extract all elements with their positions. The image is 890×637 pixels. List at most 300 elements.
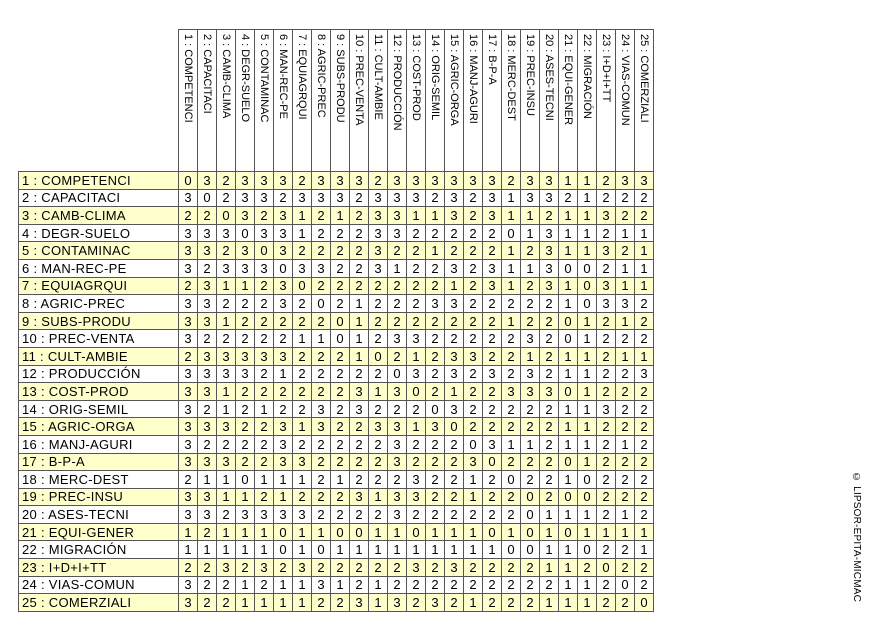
matrix-cell: 1	[179, 541, 198, 559]
column-header	[559, 30, 578, 172]
matrix-cell: 2	[464, 189, 483, 207]
matrix-cell: 3	[388, 330, 407, 348]
matrix-cell: 2	[597, 471, 616, 489]
matrix-cell: 1	[293, 523, 312, 541]
matrix-cell: 0	[331, 312, 350, 330]
matrix-cell: 3	[255, 559, 274, 577]
matrix-cell: 2	[502, 506, 521, 524]
matrix-cell: 2	[521, 400, 540, 418]
matrix-cell: 2	[445, 488, 464, 506]
matrix-cell: 0	[578, 541, 597, 559]
matrix-cell: 2	[464, 224, 483, 242]
matrix-cell: 3	[255, 172, 274, 190]
column-header	[407, 30, 426, 172]
matrix-cell: 1	[540, 523, 559, 541]
influence-matrix	[18, 29, 654, 612]
matrix-cell: 2	[540, 453, 559, 471]
matrix-cell: 0	[331, 523, 350, 541]
matrix-cell: 3	[274, 172, 293, 190]
matrix-cell: 2	[597, 541, 616, 559]
matrix-cell: 2	[236, 383, 255, 401]
matrix-cell: 2	[445, 224, 464, 242]
matrix-cell: 3	[635, 172, 654, 190]
matrix-cell: 2	[369, 312, 388, 330]
matrix-cell: 2	[445, 594, 464, 612]
matrix-cell: 2	[350, 453, 369, 471]
matrix-cell: 1	[578, 330, 597, 348]
matrix-cell: 2	[464, 506, 483, 524]
matrix-row	[19, 365, 654, 383]
matrix-cell: 0	[369, 347, 388, 365]
matrix-cell: 1	[217, 400, 236, 418]
matrix-cell: 1	[426, 523, 445, 541]
column-header	[426, 30, 445, 172]
matrix-cell: 1	[578, 594, 597, 612]
matrix-cell: 1	[464, 488, 483, 506]
matrix-cell: 1	[426, 207, 445, 225]
matrix-cell: 2	[274, 312, 293, 330]
matrix-cell: 3	[350, 383, 369, 401]
matrix-cell: 3	[236, 172, 255, 190]
matrix-cell: 2	[540, 418, 559, 436]
matrix-cell: 3	[198, 277, 217, 295]
matrix-row	[19, 189, 654, 207]
matrix-cell: 2	[426, 453, 445, 471]
matrix-cell: 2	[426, 435, 445, 453]
matrix-cell: 2	[407, 435, 426, 453]
matrix-cell: 1	[369, 594, 388, 612]
matrix-cell: 3	[445, 207, 464, 225]
matrix-cell: 3	[540, 172, 559, 190]
matrix-cell: 1	[540, 506, 559, 524]
matrix-cell: 2	[274, 330, 293, 348]
matrix-cell: 2	[407, 224, 426, 242]
column-header-label: 7 : EQUIAGRQUI	[296, 34, 308, 120]
matrix-cell: 2	[635, 330, 654, 348]
matrix-cell: 3	[331, 189, 350, 207]
matrix-cell: 2	[483, 418, 502, 436]
matrix-cell: 0	[483, 453, 502, 471]
matrix-cell: 1	[578, 189, 597, 207]
matrix-cell: 1	[236, 523, 255, 541]
matrix-cell: 1	[445, 523, 464, 541]
matrix-cell: 2	[464, 259, 483, 277]
matrix-cell: 3	[369, 207, 388, 225]
matrix-cell: 1	[540, 559, 559, 577]
matrix-cell: 2	[597, 506, 616, 524]
matrix-cell: 2	[255, 576, 274, 594]
matrix-cell: 0	[616, 576, 635, 594]
matrix-cell: 1	[578, 347, 597, 365]
matrix-cell: 3	[540, 277, 559, 295]
matrix-cell: 2	[426, 559, 445, 577]
matrix-cell: 3	[388, 172, 407, 190]
matrix-cell: 3	[179, 259, 198, 277]
matrix-cell: 2	[388, 242, 407, 260]
matrix-cell: 3	[179, 365, 198, 383]
column-header-label: 16 : MANJ-AGURI	[467, 34, 479, 124]
matrix-cell: 2	[635, 207, 654, 225]
matrix-cell: 2	[635, 189, 654, 207]
row-label: 17 : B-P-A	[19, 453, 179, 471]
matrix-row	[19, 594, 654, 612]
matrix-cell: 3	[236, 189, 255, 207]
column-header	[540, 30, 559, 172]
matrix-cell: 2	[312, 453, 331, 471]
matrix-cell: 2	[616, 488, 635, 506]
matrix-cell: 2	[407, 312, 426, 330]
matrix-cell: 1	[274, 365, 293, 383]
matrix-cell: 3	[597, 295, 616, 313]
matrix-cell: 3	[445, 365, 464, 383]
matrix-cell: 1	[502, 242, 521, 260]
matrix-cell: 2	[350, 207, 369, 225]
matrix-cell: 3	[445, 400, 464, 418]
matrix-cell: 3	[369, 418, 388, 436]
matrix-cell: 2	[502, 365, 521, 383]
matrix-cell: 2	[464, 576, 483, 594]
matrix-cell: 3	[426, 172, 445, 190]
matrix-cell: 3	[388, 189, 407, 207]
matrix-cell: 1	[578, 224, 597, 242]
matrix-cell: 1	[502, 523, 521, 541]
matrix-cell: 1	[502, 277, 521, 295]
matrix-cell: 0	[274, 541, 293, 559]
matrix-cell: 3	[331, 172, 350, 190]
row-label: 5 : CONTAMINAC	[19, 242, 179, 260]
column-header	[217, 30, 236, 172]
matrix-cell: 2	[350, 559, 369, 577]
matrix-cell: 2	[293, 365, 312, 383]
matrix-cell: 0	[236, 471, 255, 489]
matrix-cell: 2	[255, 330, 274, 348]
matrix-cell: 2	[198, 207, 217, 225]
matrix-cell: 0	[559, 330, 578, 348]
matrix-cell: 2	[597, 418, 616, 436]
matrix-cell: 2	[312, 594, 331, 612]
matrix-cell: 1	[578, 242, 597, 260]
matrix-cell: 1	[350, 541, 369, 559]
matrix-cell: 2	[426, 224, 445, 242]
matrix-cell: 3	[255, 506, 274, 524]
matrix-cell: 3	[464, 453, 483, 471]
matrix-cell: 3	[407, 488, 426, 506]
matrix-cell: 0	[559, 383, 578, 401]
matrix-cell: 1	[616, 224, 635, 242]
matrix-cell: 3	[179, 400, 198, 418]
matrix-cell: 2	[540, 435, 559, 453]
matrix-cell: 1	[293, 594, 312, 612]
matrix-cell: 0	[559, 453, 578, 471]
matrix-cell: 3	[445, 259, 464, 277]
matrix-cell: 3	[635, 365, 654, 383]
column-header-label: 11 : CULT-AMBIE	[372, 34, 384, 120]
matrix-cell: 1	[236, 576, 255, 594]
matrix-cell: 3	[483, 277, 502, 295]
matrix-cell: 2	[502, 488, 521, 506]
matrix-cell: 1	[445, 541, 464, 559]
matrix-cell: 3	[293, 506, 312, 524]
matrix-cell: 2	[597, 189, 616, 207]
matrix-cell: 1	[217, 541, 236, 559]
matrix-cell: 1	[559, 506, 578, 524]
matrix-cell: 1	[426, 541, 445, 559]
matrix-cell: 1	[559, 207, 578, 225]
matrix-cell: 2	[426, 471, 445, 489]
matrix-cell: 3	[426, 594, 445, 612]
matrix-cell: 1	[635, 277, 654, 295]
matrix-cell: 2	[274, 189, 293, 207]
matrix-cell: 0	[521, 523, 540, 541]
matrix-cell: 1	[255, 471, 274, 489]
matrix-cell: 1	[578, 207, 597, 225]
matrix-cell: 1	[217, 277, 236, 295]
matrix-cell: 2	[198, 576, 217, 594]
matrix-cell: 2	[312, 242, 331, 260]
matrix-cell: 3	[179, 418, 198, 436]
matrix-cell: 2	[502, 400, 521, 418]
matrix-cell: 2	[293, 383, 312, 401]
row-label: 3 : CAMB-CLIMA	[19, 207, 179, 225]
matrix-cell: 3	[179, 488, 198, 506]
column-header-label: 20 : ASES-TECNI	[543, 34, 555, 121]
matrix-cell: 2	[293, 242, 312, 260]
matrix-cell: 1	[312, 330, 331, 348]
matrix-cell: 1	[464, 523, 483, 541]
matrix-cell: 2	[312, 365, 331, 383]
matrix-cell: 0	[217, 207, 236, 225]
matrix-cell: 2	[255, 365, 274, 383]
matrix-cell: 2	[521, 576, 540, 594]
column-header-label: 15 : AGRIC-ORGA	[448, 34, 460, 126]
matrix-cell: 2	[369, 453, 388, 471]
row-label: 21 : EQUI-GENER	[19, 523, 179, 541]
matrix-cell: 2	[426, 576, 445, 594]
matrix-cell: 3	[407, 471, 426, 489]
matrix-cell: 2	[616, 400, 635, 418]
matrix-cell: 1	[616, 277, 635, 295]
matrix-cell: 2	[350, 277, 369, 295]
matrix-cell: 1	[578, 172, 597, 190]
matrix-cell: 3	[502, 383, 521, 401]
matrix-cell: 1	[540, 594, 559, 612]
matrix-cell: 3	[540, 224, 559, 242]
matrix-cell: 2	[464, 295, 483, 313]
column-header	[274, 30, 293, 172]
matrix-cell: 1	[502, 207, 521, 225]
row-label: 1 : COMPETENCI	[19, 172, 179, 190]
matrix-row	[19, 541, 654, 559]
matrix-cell: 2	[350, 471, 369, 489]
matrix-cell: 2	[331, 259, 350, 277]
matrix-cell: 3	[407, 189, 426, 207]
column-header	[350, 30, 369, 172]
column-header	[616, 30, 635, 172]
matrix-cell: 2	[464, 559, 483, 577]
matrix-cell: 3	[312, 400, 331, 418]
matrix-cell: 3	[255, 189, 274, 207]
matrix-cell: 0	[521, 488, 540, 506]
matrix-cell: 2	[483, 347, 502, 365]
column-header	[312, 30, 331, 172]
matrix-cell: 2	[445, 330, 464, 348]
matrix-cell: 2	[483, 488, 502, 506]
row-label: 4 : DEGR-SUELO	[19, 224, 179, 242]
matrix-cell: 2	[255, 277, 274, 295]
matrix-cell: 2	[293, 347, 312, 365]
matrix-cell: 2	[312, 224, 331, 242]
matrix-cell: 2	[426, 488, 445, 506]
row-label: 7 : EQUIAGRQUI	[19, 277, 179, 295]
matrix-cell: 2	[312, 277, 331, 295]
matrix-cell: 2	[597, 330, 616, 348]
matrix-cell: 1	[502, 435, 521, 453]
matrix-cell: 2	[198, 435, 217, 453]
matrix-cell: 3	[179, 576, 198, 594]
matrix-cell: 2	[407, 277, 426, 295]
matrix-cell: 1	[635, 347, 654, 365]
matrix-cell: 3	[179, 435, 198, 453]
matrix-cell: 2	[236, 418, 255, 436]
matrix-cell: 2	[540, 312, 559, 330]
matrix-cell: 3	[464, 347, 483, 365]
matrix-cell: 3	[217, 418, 236, 436]
matrix-cell: 2	[369, 365, 388, 383]
column-header-label: 5 : CONTAMINAC	[258, 34, 270, 123]
matrix-cell: 2	[483, 383, 502, 401]
matrix-cell: 2	[521, 418, 540, 436]
matrix-cell: 0	[331, 330, 350, 348]
matrix-cell: 1	[559, 224, 578, 242]
matrix-cell: 2	[369, 330, 388, 348]
matrix-cell: 3	[369, 224, 388, 242]
matrix-row	[19, 295, 654, 313]
matrix-cell: 0	[502, 471, 521, 489]
matrix-cell: 3	[312, 576, 331, 594]
matrix-cell: 2	[426, 383, 445, 401]
matrix-cell: 2	[312, 559, 331, 577]
matrix-cell: 2	[616, 418, 635, 436]
matrix-cell: 3	[217, 559, 236, 577]
matrix-cell: 2	[331, 365, 350, 383]
matrix-cell: 0	[312, 541, 331, 559]
matrix-cell: 2	[388, 347, 407, 365]
matrix-cell: 2	[236, 295, 255, 313]
matrix-cell: 3	[407, 330, 426, 348]
matrix-cell: 2	[217, 506, 236, 524]
matrix-cell: 2	[540, 207, 559, 225]
matrix-cell: 1	[293, 224, 312, 242]
matrix-cell: 2	[198, 559, 217, 577]
matrix-cell: 1	[578, 365, 597, 383]
matrix-cell: 2	[217, 242, 236, 260]
matrix-cell: 1	[369, 576, 388, 594]
column-header-label: 14 : ORIG-SEMIL	[429, 34, 441, 121]
matrix-cell: 1	[445, 277, 464, 295]
matrix-cell: 1	[616, 506, 635, 524]
column-header-row	[19, 30, 654, 172]
matrix-cell: 1	[426, 242, 445, 260]
matrix-cell: 3	[274, 506, 293, 524]
matrix-cell: 2	[483, 312, 502, 330]
matrix-cell: 2	[331, 453, 350, 471]
matrix-cell: 3	[388, 418, 407, 436]
matrix-row	[19, 400, 654, 418]
matrix-cell: 2	[464, 330, 483, 348]
matrix-cell: 2	[597, 453, 616, 471]
matrix-cell: 2	[502, 559, 521, 577]
matrix-cell: 2	[464, 418, 483, 436]
matrix-cell: 2	[198, 330, 217, 348]
column-header	[388, 30, 407, 172]
matrix-cell: 2	[464, 383, 483, 401]
matrix-cell: 1	[217, 471, 236, 489]
matrix-cell: 3	[369, 189, 388, 207]
matrix-cell: 2	[236, 330, 255, 348]
matrix-cell: 0	[198, 189, 217, 207]
column-header	[369, 30, 388, 172]
matrix-cell: 3	[236, 242, 255, 260]
matrix-cell: 0	[578, 259, 597, 277]
matrix-cell: 3	[407, 365, 426, 383]
matrix-cell: 3	[407, 559, 426, 577]
matrix-cell: 2	[483, 471, 502, 489]
matrix-cell: 1	[616, 312, 635, 330]
matrix-cell: 2	[312, 207, 331, 225]
matrix-row	[19, 435, 654, 453]
matrix-cell: 2	[464, 242, 483, 260]
matrix-cell: 0	[559, 312, 578, 330]
matrix-cell: 2	[483, 594, 502, 612]
matrix-cell: 2	[635, 383, 654, 401]
matrix-cell: 3	[217, 347, 236, 365]
column-header-label: 8 : AGRIC-PREC	[315, 34, 327, 118]
matrix-row	[19, 418, 654, 436]
matrix-cell: 2	[369, 506, 388, 524]
matrix-cell: 2	[255, 418, 274, 436]
matrix-cell: 3	[293, 453, 312, 471]
matrix-cell: 3	[217, 453, 236, 471]
matrix-cell: 3	[312, 189, 331, 207]
matrix-cell: 1	[635, 523, 654, 541]
matrix-cell: 2	[388, 400, 407, 418]
matrix-cell: 3	[445, 172, 464, 190]
matrix-cell: 1	[255, 400, 274, 418]
matrix-cell: 3	[198, 224, 217, 242]
matrix-cell: 3	[388, 224, 407, 242]
matrix-cell: 2	[483, 559, 502, 577]
matrix-cell: 1	[559, 541, 578, 559]
matrix-cell: 3	[255, 259, 274, 277]
matrix-row	[19, 277, 654, 295]
matrix-cell: 2	[502, 418, 521, 436]
matrix-cell: 2	[597, 312, 616, 330]
matrix-cell: 2	[350, 259, 369, 277]
matrix-cell: 1	[521, 207, 540, 225]
matrix-cell: 3	[198, 242, 217, 260]
matrix-cell: 2	[331, 594, 350, 612]
matrix-cell: 1	[236, 488, 255, 506]
matrix-row	[19, 523, 654, 541]
matrix-cell: 1	[388, 259, 407, 277]
matrix-cell: 3	[179, 383, 198, 401]
matrix-cell: 2	[635, 295, 654, 313]
matrix-cell: 1	[464, 471, 483, 489]
matrix-cell: 3	[540, 189, 559, 207]
matrix-cell: 2	[616, 559, 635, 577]
matrix-cell: 2	[464, 365, 483, 383]
matrix-cell: 3	[179, 506, 198, 524]
